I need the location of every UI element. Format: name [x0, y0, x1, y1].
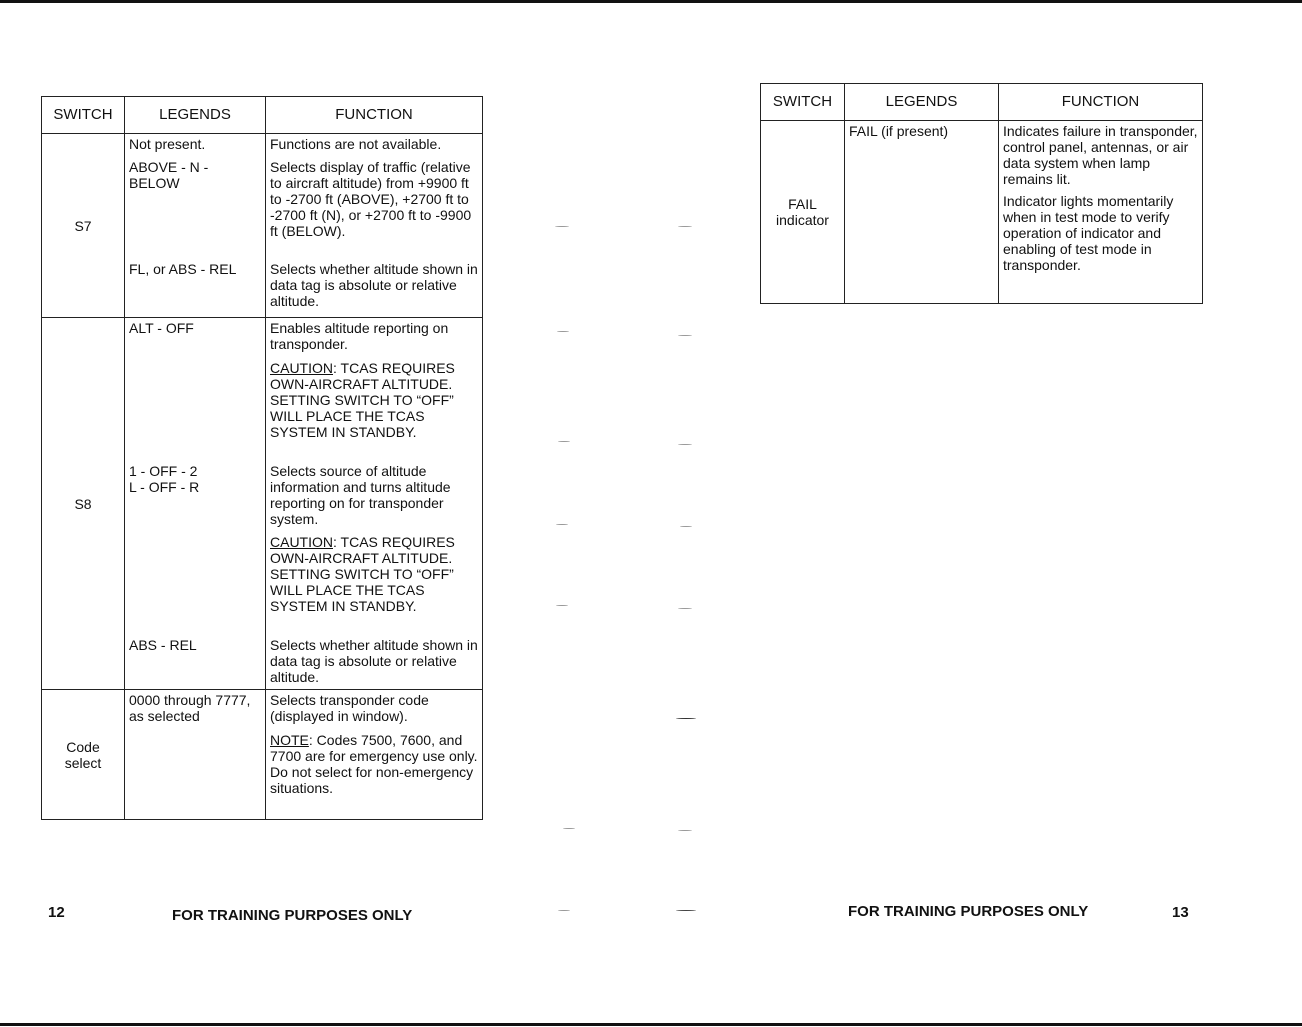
right-footer-text: FOR TRAINING PURPOSES ONLY: [848, 903, 1089, 920]
switch-s8: S8: [42, 318, 125, 690]
switch-code-label: Code: [66, 738, 100, 755]
legend-fail: [845, 121, 999, 304]
function-enable-altitude: Enables altitude reporting on transponder.: [270, 320, 449, 352]
left-header-row: [42, 97, 483, 134]
header-legends: LEGENDS: [125, 97, 266, 134]
left-footer-text: FOR TRAINING PURPOSES ONLY: [172, 907, 413, 924]
function-altitude-tag: Selects whether altitude shown in data tag is absolute or relative altitude.: [270, 261, 478, 309]
legend-l-off-r: L - OFF - R: [129, 479, 200, 495]
left-page-number: 12: [48, 904, 65, 921]
legend-code-range: 0000 through 7777, as selected: [129, 692, 251, 724]
caution-text: : TCAS REQUIRES OWN-AIRCRAFT ALTITUDE. SETTING SWITCH TO “OFF” WILL PLACE THE TCAS SYSTEM IN STANDBY.: [270, 360, 455, 440]
caution-text: : TCAS REQUIRES OWN-AIRCRAFT ALTITUDE. SETTING SWITCH TO “OFF” WILL PLACE THE TCAS SYSTEM IN STANDBY.: [270, 534, 455, 614]
note-text: : Codes 7500, 7600, and 7700 are for emergency use only. Do not select for non-emergency situations.: [270, 732, 478, 796]
legend-code-select: [125, 690, 266, 820]
switch-fail-indicator: [761, 121, 845, 304]
legend-above-n-below: ABOVE - N - BELOW: [129, 159, 209, 191]
switch-indicator-label: indicator: [776, 212, 829, 228]
function-failure: Indicates failure in transponder, control panel, antennas, or air data system when lamp remains lit.: [1003, 123, 1198, 187]
switch-code-select: [42, 690, 125, 820]
note-emergency-codes: [266, 732, 482, 796]
header-switch: SWITCH: [42, 97, 125, 134]
legend-source: [125, 463, 265, 637]
row-code-select: [42, 690, 483, 820]
right-switch-table: [760, 83, 1203, 304]
function-abs-rel: Selects whether altitude shown in data tag is absolute or relative altitude.: [270, 637, 478, 685]
legend-fail-if-present: FAIL (if present): [849, 123, 949, 139]
functions-s7: [266, 134, 483, 318]
legend-abs-rel: ABS - REL: [129, 637, 197, 653]
row-s7: [42, 134, 483, 318]
right-page-number: 13: [1172, 904, 1189, 921]
caution-label: CAUTION: [270, 360, 333, 376]
right-header-row: [761, 84, 1203, 121]
functions-fail: [999, 121, 1203, 304]
row-fail-indicator: [761, 121, 1203, 304]
functions-s8: [266, 318, 483, 690]
header-function: FUNCTION: [999, 84, 1203, 121]
function-test-mode: Indicator lights momentarily when in test mode to verify operation of indicator and enabling of test mode in transponder.: [1003, 193, 1174, 273]
legend-not-present: Not present.: [129, 136, 206, 152]
header-switch: SWITCH: [761, 84, 845, 121]
switch-fail-label: FAIL: [788, 196, 817, 212]
bottom-border: [0, 1023, 1302, 1026]
legend-alt-off: ALT - OFF: [129, 320, 194, 336]
functions-code-select: [266, 690, 483, 820]
switch-s7: S7: [42, 134, 125, 318]
legend-fl-abs-rel: FL, or ABS - REL: [129, 261, 237, 277]
function-transponder-code: Selects transponder code (displayed in window).: [270, 692, 429, 724]
row-s8: [42, 318, 483, 690]
top-border: [0, 0, 1302, 3]
header-function: FUNCTION: [266, 97, 483, 134]
note-label: NOTE: [270, 732, 309, 748]
function-not-available: Functions are not available.: [270, 136, 442, 152]
legends-s7: [125, 134, 266, 318]
function-traffic-display: Selects display of traffic (relative to aircraft altitude) from +9900 ft to -2700 ft (ABOVE), +2700 ft to -2700 ft (N), or +2700 ft to -9900 ft (BELOW).: [270, 159, 472, 239]
legend-1-off-2: 1 - OFF - 2: [129, 463, 198, 479]
caution-alt-off: [266, 360, 482, 463]
left-switch-table: [41, 96, 483, 820]
switch-select-label: select: [64, 754, 102, 771]
legends-s8: [125, 318, 266, 690]
caution-label: CAUTION: [270, 534, 333, 550]
header-legends: LEGENDS: [845, 84, 999, 121]
caution-source: [266, 534, 482, 637]
function-source: Selects source of altitude information and turns altitude reporting on for transponder system.: [270, 463, 451, 527]
